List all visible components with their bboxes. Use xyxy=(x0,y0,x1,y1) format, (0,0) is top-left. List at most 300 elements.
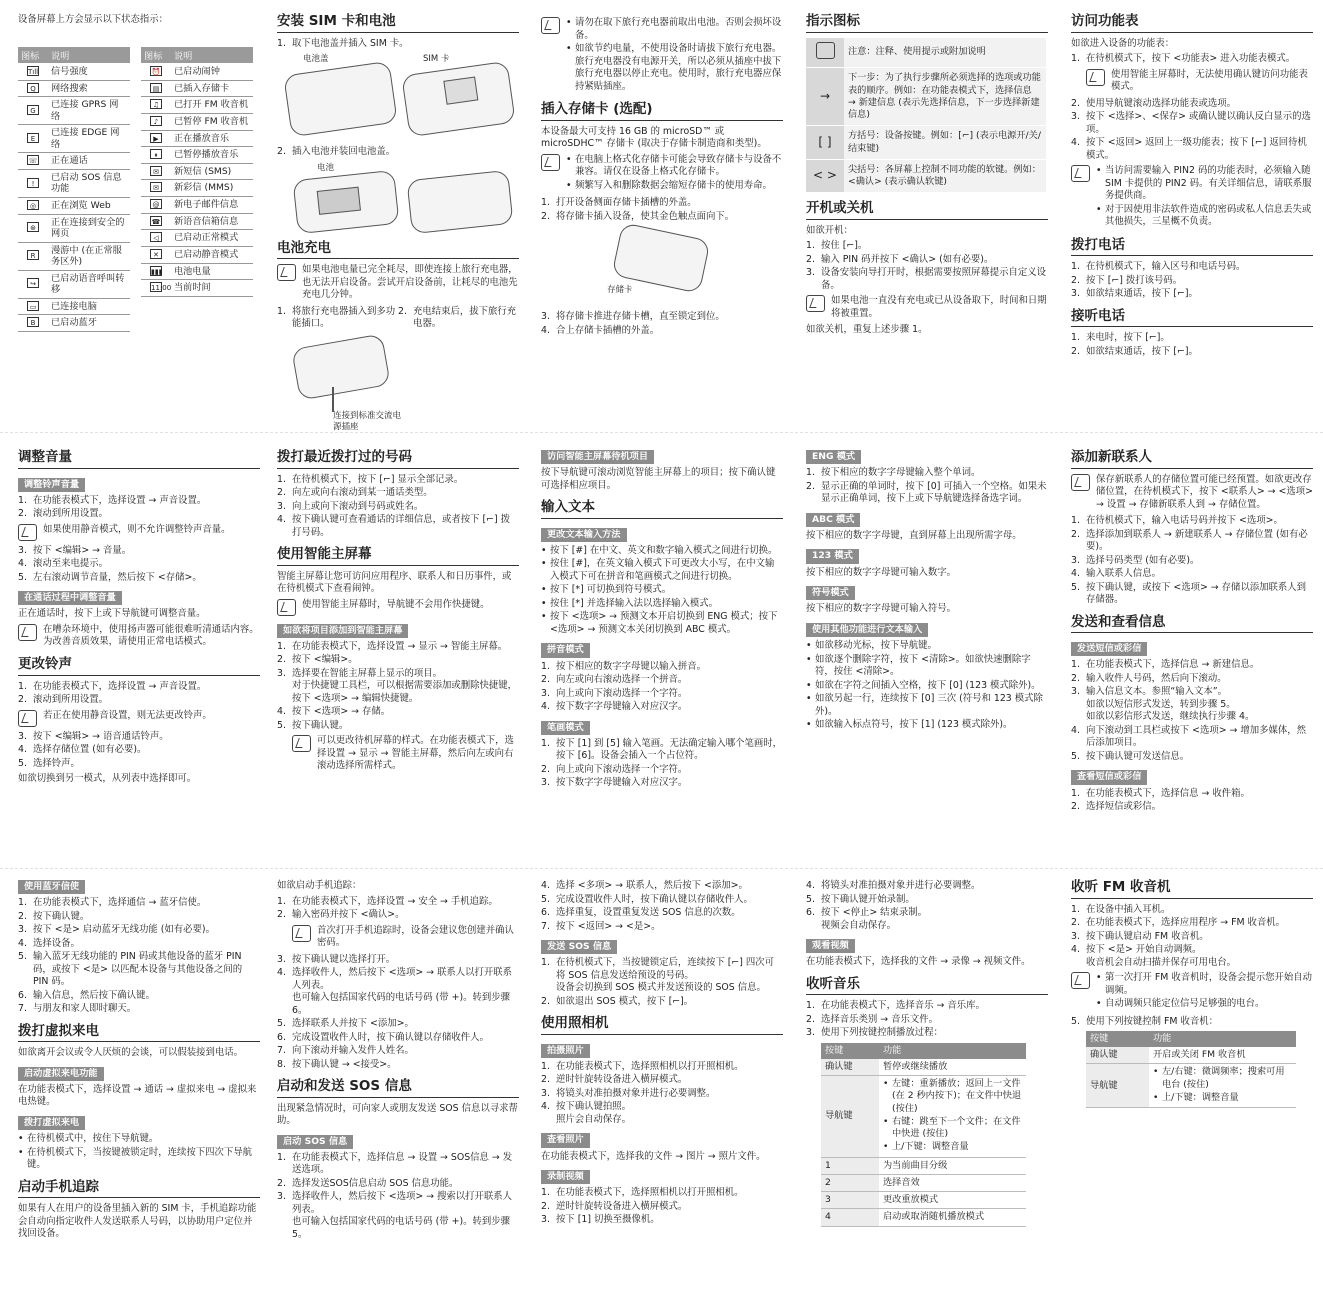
status-icon-row xyxy=(18,80,130,97)
paragraph: 在功能表模式下，选择我的文件 → 图片 → 照片文件。 xyxy=(541,1150,766,1162)
step: 1. 在功能表模式下，选择信息 → 设置 → SOS信息 → 发送选项。 xyxy=(277,1151,513,1176)
step: 6. 完成设置收件人时，按下确认键以存储收件人。 xyxy=(277,1031,489,1043)
indicator-glyph: ⏰ xyxy=(151,68,161,76)
arrow-icon: → xyxy=(806,68,844,126)
status-indicator-icon xyxy=(18,242,48,270)
status-indicator-icon xyxy=(18,197,48,214)
indicator-glyph: ▤ xyxy=(150,83,162,93)
paragraph: 如欲启动手机追踪： xyxy=(277,880,362,891)
step: 2. 选择音乐类别 → 音乐文件。 xyxy=(806,1013,938,1025)
note-block: 如果电池一直没有充电或已从设备取下，时间和日期将被重置。 xyxy=(806,295,1048,320)
indicator-glyph: ◎ xyxy=(27,200,39,210)
phone-charging-illustration xyxy=(291,333,391,400)
step: 4. 选择存储位置 (如有必要)。 xyxy=(18,744,147,755)
status-icon-row xyxy=(18,270,130,298)
input-modes-section xyxy=(806,450,1048,735)
step: 4. 按下 <选项> → 存储。 xyxy=(277,706,391,718)
status-icon-row xyxy=(18,97,130,125)
step: 2. 向上或向下滚动选择一个字符。 xyxy=(541,763,688,775)
subheading-symbol-mode: 符号模式 xyxy=(806,586,855,600)
recent-smart-home-section xyxy=(277,450,519,777)
step: 2. 输入 PIN 码并按下 <确认> (如有必要)。 xyxy=(806,253,994,265)
indicator-glyph: ⏸ xyxy=(150,149,162,159)
status-description: 已暂停 FM 收音机 xyxy=(171,113,253,130)
th-function: 功能 xyxy=(879,1043,1026,1059)
step: 3. 将存储卡推进存储卡槽，直至锁定到位。 xyxy=(541,311,725,323)
bullet: • 如欲输入标点符号，按下 [1] (123 模式除外)。 xyxy=(806,719,1048,732)
note-icon xyxy=(806,295,825,312)
step: 8. 按下确认键 → <接受>。 xyxy=(277,1058,397,1070)
memory-card-section xyxy=(541,14,783,340)
bullet: • 如欲逐个删除字符，按下 <清除>。如欲快速删除字符，按住 <清除>。 xyxy=(806,654,1048,679)
heading-access-menus: 访问功能表 xyxy=(1071,14,1313,33)
heading-battery-charging: 电池充电 xyxy=(277,241,519,260)
status-description: 已连接 EDGE 网络 xyxy=(48,125,130,153)
status-indicator-icon xyxy=(141,130,171,147)
step: 3. 向上或向下滚动到号码或姓名。 xyxy=(277,500,424,512)
step: 6. 输入信息，然后按下确认键。 xyxy=(18,989,155,1001)
status-description: 漫游中 (在正常服务区外) xyxy=(48,242,130,270)
step: 5. 输入蓝牙无线功能的 PIN 码或其他设备的蓝牙 PIN 码，或按下 <是> 以匹配本设备与其他设备之间的 PIN 码。 xyxy=(18,951,243,988)
indicators-power-section xyxy=(806,14,1048,340)
indicator-glyph: ◁ xyxy=(150,232,162,242)
status-description: 新电子邮件信息 xyxy=(171,197,253,214)
status-indicator-icon xyxy=(18,214,48,242)
step: 1. 将旅行充电器插入到多功能插口。 xyxy=(277,305,396,330)
paragraph: 如欲开机： xyxy=(806,224,853,236)
key-row xyxy=(821,1157,1026,1174)
key-name: 导航键 xyxy=(1086,1064,1149,1108)
step: 3. 如欲结束通话，按下 [⌐]。 xyxy=(1071,288,1198,300)
status-indicator-icon xyxy=(141,64,171,81)
step: 2. 插入电池并装回电池盖。 xyxy=(277,146,396,158)
step: 3. 选择要在智能主屏幕上显示的项目。 对于快捷键工具栏，可以根据需要添加或删除快捷键，按下 <选项> → 编辑快捷键。 xyxy=(277,667,518,704)
note-block: 可以更改待机屏幕的样式。在功能表模式下，选择设置 → 显示 → 智能主屏幕，然后向左或向右滚动选择所需样式。 xyxy=(292,735,519,773)
paragraph: 在功能表模式下，选择设置 → 通话 → 虚拟来电 → 虚拟来电热键。 xyxy=(18,1083,257,1108)
step: 4. 滚动至来电提示。 xyxy=(18,558,109,570)
phone-open-illustration xyxy=(401,61,516,137)
step: 3. 按下 <编辑> → 语音通话铃声。 xyxy=(18,730,169,742)
paragraph: 正在通话时，按下上或下导航键可调整音量。 xyxy=(18,608,206,620)
heading-send-view-messages: 发送和查看信息 xyxy=(1071,615,1313,634)
bullet: • 左键：重新播放；返回上一文件 (在 2 秒内按下)；在文件中快退 (按住) xyxy=(883,1078,1022,1115)
step: 5. 按下确认键可发送信息。 xyxy=(1071,750,1190,762)
paragraph: 如欲进入设备的功能表： xyxy=(1071,37,1175,49)
indicator-glyph: ! xyxy=(27,178,39,188)
heading-indicator-icons: 指示图标 xyxy=(806,14,1048,33)
row-divider xyxy=(0,868,1323,869)
key-name: 4 xyxy=(821,1209,879,1226)
step: 4. 选择 <多项> → 联系人，然后按下 <添加>。 xyxy=(541,880,748,891)
step: 1. 在功能表模式下，选择照相机以打开照相机。 xyxy=(541,1187,744,1199)
status-icon-row xyxy=(141,130,253,147)
status-description: 电池电量 xyxy=(171,263,253,280)
status-icon-table-right xyxy=(141,47,253,297)
step: 2. 滚动到所用设置。 xyxy=(18,508,109,520)
note-item: • 在电脑上格式化存储卡可能会导致存储卡与设备不兼容。请仅在设备上格式化存储卡。 xyxy=(566,154,783,179)
key-function: 为当前曲目分级 xyxy=(879,1157,1026,1174)
note-block xyxy=(1071,972,1313,1012)
step: 1. 在待机模式下，按下 <功能表> 进入功能表模式。 xyxy=(1071,53,1296,65)
subheading-watch-video: 观看视频 xyxy=(806,939,855,953)
note-block: 使用智能主屏幕时，导航键不会用作快捷键。 xyxy=(277,599,519,616)
heading-smart-home: 使用智能主屏幕 xyxy=(277,547,519,566)
status-indicator-icon xyxy=(18,315,48,332)
subheading-bluetooth-messenger: 使用蓝牙信使 xyxy=(18,880,85,894)
subheading-abc-mode: ABC 模式 xyxy=(806,513,860,527)
step: 2. 向左或向右滚动选择一个拼音。 xyxy=(541,674,688,686)
status-indicator-icon xyxy=(18,169,48,197)
paragraph: 按下相应的数字字母键可输入数字。 xyxy=(806,566,957,578)
bullet: • 在待机模式下，当按键被锁定时，连续按下四次下导航键。 xyxy=(18,1147,260,1172)
status-description: 正在浏览 Web xyxy=(48,197,130,214)
note-item: • 频繁写入和删除数据会缩短存储卡的使用寿命。 xyxy=(566,180,783,193)
step: 1. 在功能表模式下，选择设置 → 安全 → 手机追踪。 xyxy=(277,895,498,907)
step: 3. 按下确认键以选择打开。 xyxy=(277,953,396,965)
step: 4. 选择设备。 xyxy=(18,937,80,949)
bracket-icon: [ ] xyxy=(806,126,844,159)
status-description: 已启动静音模式 xyxy=(171,246,253,263)
paragraph: 本设备最大可支持 16 GB 的 microSD™ 或 microSDHC™ 存储卡 (取决于存储卡制造商和类型)。 xyxy=(541,125,767,150)
heading-make-call: 拨打电话 xyxy=(1071,238,1313,257)
step: 4. 合上存储卡插槽的外盖。 xyxy=(541,324,660,336)
paragraph: 按下导航键可滚动浏览智能主屏幕上的项目；按下确认键可选择相应项目。 xyxy=(541,467,776,491)
status-icon-table-left xyxy=(18,47,130,332)
indicator-glyph: G xyxy=(27,105,39,115)
note-icon xyxy=(292,735,311,752)
phone-card-illustration xyxy=(611,222,710,294)
step: 7. 向下滚动并输入发件人姓名。 xyxy=(277,1045,414,1056)
status-indicator-icon xyxy=(141,97,171,114)
step: 2. 逆时针旋转设备进入横屏模式。 xyxy=(541,1074,688,1086)
bullet: • 在待机模式中，按住下导航键。 xyxy=(18,1133,260,1146)
step: 2. 按下 [⌐] 拨打该号码。 xyxy=(1071,274,1183,286)
status-description: 新语音信箱信息 xyxy=(171,213,253,230)
step: 3. 选择收件人，然后按下 <选项> → 搜索以打开联系人列表。 也可输入包括国家代码的电话号码 (带 +)。转到步骤 5。 xyxy=(277,1191,513,1240)
indicator-glyph: ♪ xyxy=(150,116,162,126)
status-icon-row xyxy=(18,214,130,242)
key-function xyxy=(879,1076,1026,1157)
step: 4. 将镜头对准拍摄对象并进行必要调整。 xyxy=(806,880,981,891)
step: 1. 按下相应的数字字母键以输入拼音。 xyxy=(541,660,707,672)
note-icon xyxy=(541,154,560,171)
status-description: 已连接电脑 xyxy=(48,298,130,315)
step: 3. 向上或向下滚动选择一个字符。 xyxy=(541,687,688,699)
key-row xyxy=(821,1059,1026,1076)
heading-power-on-off: 开机或关机 xyxy=(806,201,1048,220)
step: 1. 在功能表模式下，选择信息 → 收件箱。 xyxy=(1071,787,1250,799)
step: 4. 按下数字字母键输入对应汉字。 xyxy=(541,701,688,713)
charger-cable-illustration xyxy=(332,387,334,412)
indicator-angle-brackets: 尖括号：各屏幕上控制不同功能的软键。例如：<确认> (表示确认软键) xyxy=(844,159,1046,192)
bluetooth-fake-call-section xyxy=(18,880,260,1244)
status-icon-row xyxy=(18,298,130,315)
subheading-view-message: 查看短信或彩信 xyxy=(1071,770,1147,784)
status-description: 已启动语音呼叫转移 xyxy=(48,270,130,298)
note-block: 使用智能主屏幕时，无法使用确认键访问功能表模式。 xyxy=(1086,69,1313,94)
indicator-glyph: R xyxy=(27,250,39,260)
step: 1. 在功能表模式下，选择设置 → 显示 → 智能主屏幕。 xyxy=(277,640,508,652)
indicator-glyph: Q xyxy=(27,83,39,93)
note-icon xyxy=(277,599,296,616)
step: 3. 按下 <选择>、<保存> 或确认键以确认反白显示的选项。 xyxy=(1071,111,1311,135)
step: 3. 按下 [1] 切换至摄像机。 xyxy=(541,1214,660,1226)
status-indicator-icon xyxy=(141,280,171,297)
status-icon-row xyxy=(141,80,253,97)
status-indicator-icon xyxy=(141,113,171,130)
subheading-activate-sos: 启动 SOS 信息 xyxy=(277,1135,353,1149)
volume-ringtone-section xyxy=(18,450,260,789)
status-icon-row xyxy=(18,125,130,153)
fm-keys-table xyxy=(1086,1031,1296,1108)
note-icon xyxy=(277,264,296,281)
key-row xyxy=(821,1174,1026,1191)
indicator-glyph: ⊛ xyxy=(27,222,39,232)
row-divider xyxy=(0,432,1323,433)
heading-change-ringtone: 更改铃声 xyxy=(18,657,260,676)
step: 6. 按下 <停止> 结束录制。 视频会自动保存。 xyxy=(806,907,928,931)
step: 2. 如欲结束通话，按下 [⌐]。 xyxy=(1071,345,1198,357)
tracker-sos-section xyxy=(277,880,519,1244)
step: 5. 选择铃声。 xyxy=(18,757,80,769)
label-battery: 电池 xyxy=(317,162,335,173)
bullet: • 按下 [#] 在中文、英文和数字输入模式之间进行切换。 xyxy=(541,545,783,558)
status-icon-row xyxy=(141,97,253,114)
note-icon xyxy=(1071,165,1090,182)
key-function: 开启或关闭 FM 收音机 xyxy=(1149,1047,1296,1064)
note-icon xyxy=(541,17,560,34)
subheading-stroke: 笔画模式 xyxy=(541,721,590,735)
step: 1. 打开设备侧面存储卡插槽的外盖。 xyxy=(541,197,697,209)
step: 2. 选择发送SOS信息启动 SOS 信息功能。 xyxy=(277,1177,459,1189)
bullet: • 按住 [#]，在英文输入模式下可更改大小写，在中文输入模式下可在拼音和笔画模式之间进行切换。 xyxy=(541,558,783,583)
bullet: • 如欲在字符之间插入空格，按下 [0] (123 模式除外)。 xyxy=(806,680,1048,693)
status-description: 新短信 (SMS) xyxy=(171,163,253,180)
subheading-add-items: 如欲将项目添加到智能主屏幕 xyxy=(277,624,408,638)
step: 1. 在待机模式下，输入电话号码并按下 <选项>。 xyxy=(1071,515,1283,527)
key-name: 1 xyxy=(821,1157,879,1174)
status-indicator-icon xyxy=(18,298,48,315)
indicator-glyph: Tıll xyxy=(28,68,39,76)
step: 1. 在功能表模式下，选择设置 → 声音设置。 xyxy=(18,494,207,506)
memory-card-figure xyxy=(541,227,783,307)
status-icon-row xyxy=(141,280,253,297)
th-desc: 说明 xyxy=(48,47,130,64)
bullet: • 如欲移动光标，按下导航键。 xyxy=(806,640,1048,653)
step: 5. 左右滚动调节音量，然后按下 <存储>。 xyxy=(18,571,202,583)
sim-slot-illustration xyxy=(443,76,478,104)
sim-battery-section xyxy=(277,14,519,438)
step: 3. 按下数字字母键输入对应汉字。 xyxy=(541,777,688,789)
status-icon-row xyxy=(18,197,130,214)
label-ac-outlet: 连接到标准交流电源插座 xyxy=(333,410,402,432)
status-indicator-icon xyxy=(18,97,48,125)
note-block: 在嘈杂环境中，使用扬声器可能很难听清通话内容。为改善音质效果，请使用正常电话模式。 xyxy=(18,624,260,649)
note-block: 保存新联系人的存储位置可能已经预置。如欲更改存储位置，在待机模式下，按下 <联系人> → <选项> → 设置 → 存储新联系人到 → 存储位置。 xyxy=(1071,474,1313,512)
indicator-glyph: B xyxy=(27,317,39,327)
step: 3. 按下确认键启动 FM 收音机。 xyxy=(1071,930,1209,942)
note-icon xyxy=(18,624,37,641)
bullet: • 按下 <选项> → 预测文本开启切换到 ENG 模式；按下 <选项> → 预测文本关闭切换到 ABC 模式。 xyxy=(541,611,783,636)
step: 2. 显示正确的单词时，按下 [0] 可插入一个空格。如果未显示正确单词，按下上或下导航键选择备选字词。 xyxy=(806,480,1047,505)
step: 5. 按下确认键。 xyxy=(277,719,349,731)
step: 3. 按下 <是> 启动蓝牙无线功能 (如有必要)。 xyxy=(18,924,215,936)
step: 2. 按下 <编辑>。 xyxy=(277,654,358,666)
step: 5. 使用下列按键控制 FM 收音机： xyxy=(1071,1015,1218,1027)
status-icon-row xyxy=(18,64,130,81)
phone-battery-illustration xyxy=(292,169,399,233)
heading-redial: 拨打最近拨打过的号码 xyxy=(277,450,519,469)
bullet: • 上/下键：调整音量 xyxy=(1153,1092,1292,1104)
status-icon-row xyxy=(141,64,253,81)
subheading-other-functions: 使用其他功能进行文本输入 xyxy=(806,623,928,637)
step: 2. 如欲退出 SOS 模式，按下 [⌐]。 xyxy=(541,995,694,1007)
status-description: 已启动蓝牙 xyxy=(48,315,130,332)
indicator-glyph: ☏ xyxy=(28,157,38,166)
step: 4. 向下滚动到工具栏或按下 <选项> → 增加多媒体，然后添加项目。 xyxy=(1071,724,1307,749)
status-icon-row xyxy=(18,153,130,170)
indicator-glyph: @ xyxy=(150,199,162,209)
status-intro: 设备屏幕上方会显示以下状态指示： xyxy=(18,14,169,25)
subheading-smart-home-items: 访问智能主屏幕待机项目 xyxy=(541,450,654,464)
bullet: • 如欲另起一行，连续按下 [0] 三次 (符号和 123 模式除外)。 xyxy=(806,693,1048,718)
key-function xyxy=(1149,1064,1296,1108)
status-description: 信号强度 xyxy=(48,64,130,81)
note-block: 首次打开手机追踪时，设备会建议您创建并确认密码。 xyxy=(292,925,519,950)
label-battery-cover: 电池盖 xyxy=(303,54,329,65)
bullet: • 按下 [*] 可切换到符号模式。 xyxy=(541,584,783,597)
step: 2. 输入密码并按下 <确认>。 xyxy=(277,909,405,920)
status-description: 已启动闹钟 xyxy=(171,64,253,81)
th-key: 按键 xyxy=(1086,1031,1149,1047)
step: 2. 逆时针旋转设备进入横屏模式。 xyxy=(541,1200,688,1212)
step: 4. 按下确认键可查看通话的详细信息，或者按下 [⌐] 拨打号码。 xyxy=(277,514,511,538)
status-indicator-icon xyxy=(18,125,48,153)
indicator-glyph: ☎ xyxy=(151,217,161,226)
status-description: 正在播放音乐 xyxy=(171,130,253,147)
step: 3. 使用下列按键控制播放过程： xyxy=(806,1027,943,1039)
step: 3. 输入信息文本。参照“输入文本”。 如欲以短信形式发送，转到步骤 5。 如欲以彩信形式发送，继续执行步骤 4。 xyxy=(1071,686,1255,723)
subheading-take-photo: 拍摄照片 xyxy=(541,1044,590,1058)
subheading-make-fake-call: 拨打虚拟来电 xyxy=(18,1116,85,1130)
subheading-view-photo: 查看照片 xyxy=(541,1133,590,1147)
step: 1. 在设备中插入耳机。 xyxy=(1071,903,1171,915)
heading-camera: 使用照相机 xyxy=(541,1016,783,1035)
paragraph: 如欲离开会议或令人厌烦的会谈，可以假装接到电话。 xyxy=(18,1047,244,1059)
subheading-123-mode: 123 模式 xyxy=(806,549,859,563)
paragraph: 按下相应的数字字母键，直到屏幕上出现所需字母。 xyxy=(806,529,1022,541)
note-icon xyxy=(1071,972,1090,989)
indicator-glyph: ✉ xyxy=(150,166,162,176)
status-description: 正在通话 xyxy=(48,153,130,170)
step: 6. 选择重复，设置重复发送 SOS 信息的次数。 xyxy=(541,907,741,918)
indicator-glyph: ▭ xyxy=(27,301,39,311)
key-function: 暂停或继续播放 xyxy=(879,1059,1026,1076)
heading-enter-text: 输入文本 xyxy=(541,500,783,519)
bullet: • 上/下键：调整音量 xyxy=(883,1141,1022,1153)
status-indicator-icon xyxy=(141,163,171,180)
indicator-glyph: ♫ xyxy=(150,99,162,109)
indicator-glyph: 11:00 xyxy=(151,284,172,293)
status-description: 新彩信 (MMS) xyxy=(171,180,253,197)
bullet: • 按住 [*] 并选择输入法以选择输入模式。 xyxy=(541,598,783,611)
status-description: 已启动正常模式 xyxy=(171,230,253,247)
step: 7. 与朋友和家人即时聊天。 xyxy=(18,1003,137,1015)
step: 4. 选择收件人，然后按下 <选项> → 联系人以打开联系人列表。 也可输入包括国家代码的电话号码 (带 +)。转到步骤 6。 xyxy=(277,967,513,1016)
step: 2. 选择短信或彩信。 xyxy=(1071,801,1162,812)
paragraph: 如果有人在用户的设备里插入新的 SIM 卡，手机追踪功能会自动向指定收件人发送联系人号码，以协助用户定位并找回设备。 xyxy=(18,1203,257,1240)
indicator-glyph: ↪ xyxy=(27,278,39,288)
indicator-table xyxy=(806,38,1046,194)
step: 4. 按下 <是> 开始自动调频。 收音机会自动扫描并保存可用电台。 xyxy=(1071,944,1237,968)
key-name: 确认键 xyxy=(821,1059,879,1076)
paragraph: 如欲关机，重复上述步骤 1。 xyxy=(806,324,928,336)
note-item: • 第一次打开 FM 收音机时，设备会提示您开始自动调频。 xyxy=(1096,972,1313,997)
note-icon xyxy=(816,42,835,59)
paragraph: 在功能表模式下，选择我的文件 → 录像 → 视频文件。 xyxy=(806,956,1031,968)
note-block xyxy=(1071,165,1313,230)
status-icons-section xyxy=(18,14,258,30)
heading-install-sim: 安装 SIM 卡和电池 xyxy=(277,14,519,33)
status-description: 已连接 GPRS 网络 xyxy=(48,97,130,125)
step: 7. 按下 <返回> → <是>。 xyxy=(541,920,661,932)
sos-camera-section xyxy=(541,880,783,1230)
phone-back-illustration xyxy=(283,61,398,137)
step: 2. 在功能表模式下，选择应用程序 → FM 收音机。 xyxy=(1071,917,1286,929)
key-row xyxy=(821,1192,1026,1209)
indicator-glyph: ✕ xyxy=(150,249,162,259)
th-icon: 图标 xyxy=(18,47,48,64)
th-desc: 说明 xyxy=(171,47,253,64)
note-block xyxy=(541,17,783,94)
step: 5. 按下确认键，或按下 <选项> → 存储以添加联系人到存储器。 xyxy=(1071,581,1307,606)
note-block: 如果使用静音模式，则不允许调整铃声音量。 xyxy=(18,524,260,541)
heading-add-contact: 添加新联系人 xyxy=(1071,450,1313,469)
status-description: 当前时间 xyxy=(171,280,253,297)
subheading-send-message: 发送短信或彩信 xyxy=(1071,642,1147,656)
heading-mobile-tracker: 启动手机追踪 xyxy=(18,1180,260,1199)
status-indicator-icon xyxy=(18,270,48,298)
status-icon-row xyxy=(141,113,253,130)
th-icon: 图标 xyxy=(141,47,171,64)
sim-install-figure xyxy=(277,54,519,142)
note-item: • 自动调频只能定位信号足够强的电台。 xyxy=(1096,998,1313,1011)
step: 2. 按下确认键。 xyxy=(18,910,90,922)
note-item: • 如欲节约电量，不使用设备时请拔下旅行充电器。旅行充电器没有电源开关，所以必须从插座中拔下旅行充电器以停止充电。使用时，旅行充电器应保持紧贴插座。 xyxy=(566,43,783,93)
subheading-ringtone-volume: 调整铃声音量 xyxy=(18,478,85,492)
step: 1. 在待机模式下，按下 [⌐] 显示全部记录。 xyxy=(277,473,464,485)
indicator-note: 注意：注释、使用提示或附加说明 xyxy=(844,38,1046,68)
step: 1. 在功能表模式下，选择信息 → 新建信息。 xyxy=(1071,659,1260,671)
note-item: • 请勿在取下旅行充电器前取出电池。否则会损坏设备。 xyxy=(566,17,783,42)
paragraph: 出现紧急情况时，可向家人或朋友发送 SOS 信息以寻求帮助。 xyxy=(277,1102,518,1127)
step: 3. 设备安装向导打开时，根据需要按照屏幕提示自定义设备。 xyxy=(806,267,1047,291)
key-function: 启动或取消随机播放模式 xyxy=(879,1209,1026,1226)
step: 1. 按下相应的数字字母键输入整个单词。 xyxy=(806,467,981,479)
bullet: • 左/右键：微调频率；搜索可用电台 (按住) xyxy=(1153,1066,1292,1090)
heading-insert-memory-card: 插入存储卡 (选配) xyxy=(541,102,783,121)
status-indicator-icon xyxy=(141,197,171,214)
step: 2. 向左或向右滚动到某一通话类型。 xyxy=(277,487,433,499)
subheading-record-video: 录制视频 xyxy=(541,1170,590,1184)
note-icon xyxy=(18,524,37,541)
heading-fake-call: 拨打虚拟来电 xyxy=(18,1024,260,1043)
key-name: 3 xyxy=(821,1192,879,1209)
step: 4. 输入联系人信息。 xyxy=(1071,568,1162,580)
label-memory-card: 存储卡 xyxy=(607,285,633,296)
key-function: 更改重放模式 xyxy=(879,1192,1026,1209)
note-icon xyxy=(1071,474,1090,491)
